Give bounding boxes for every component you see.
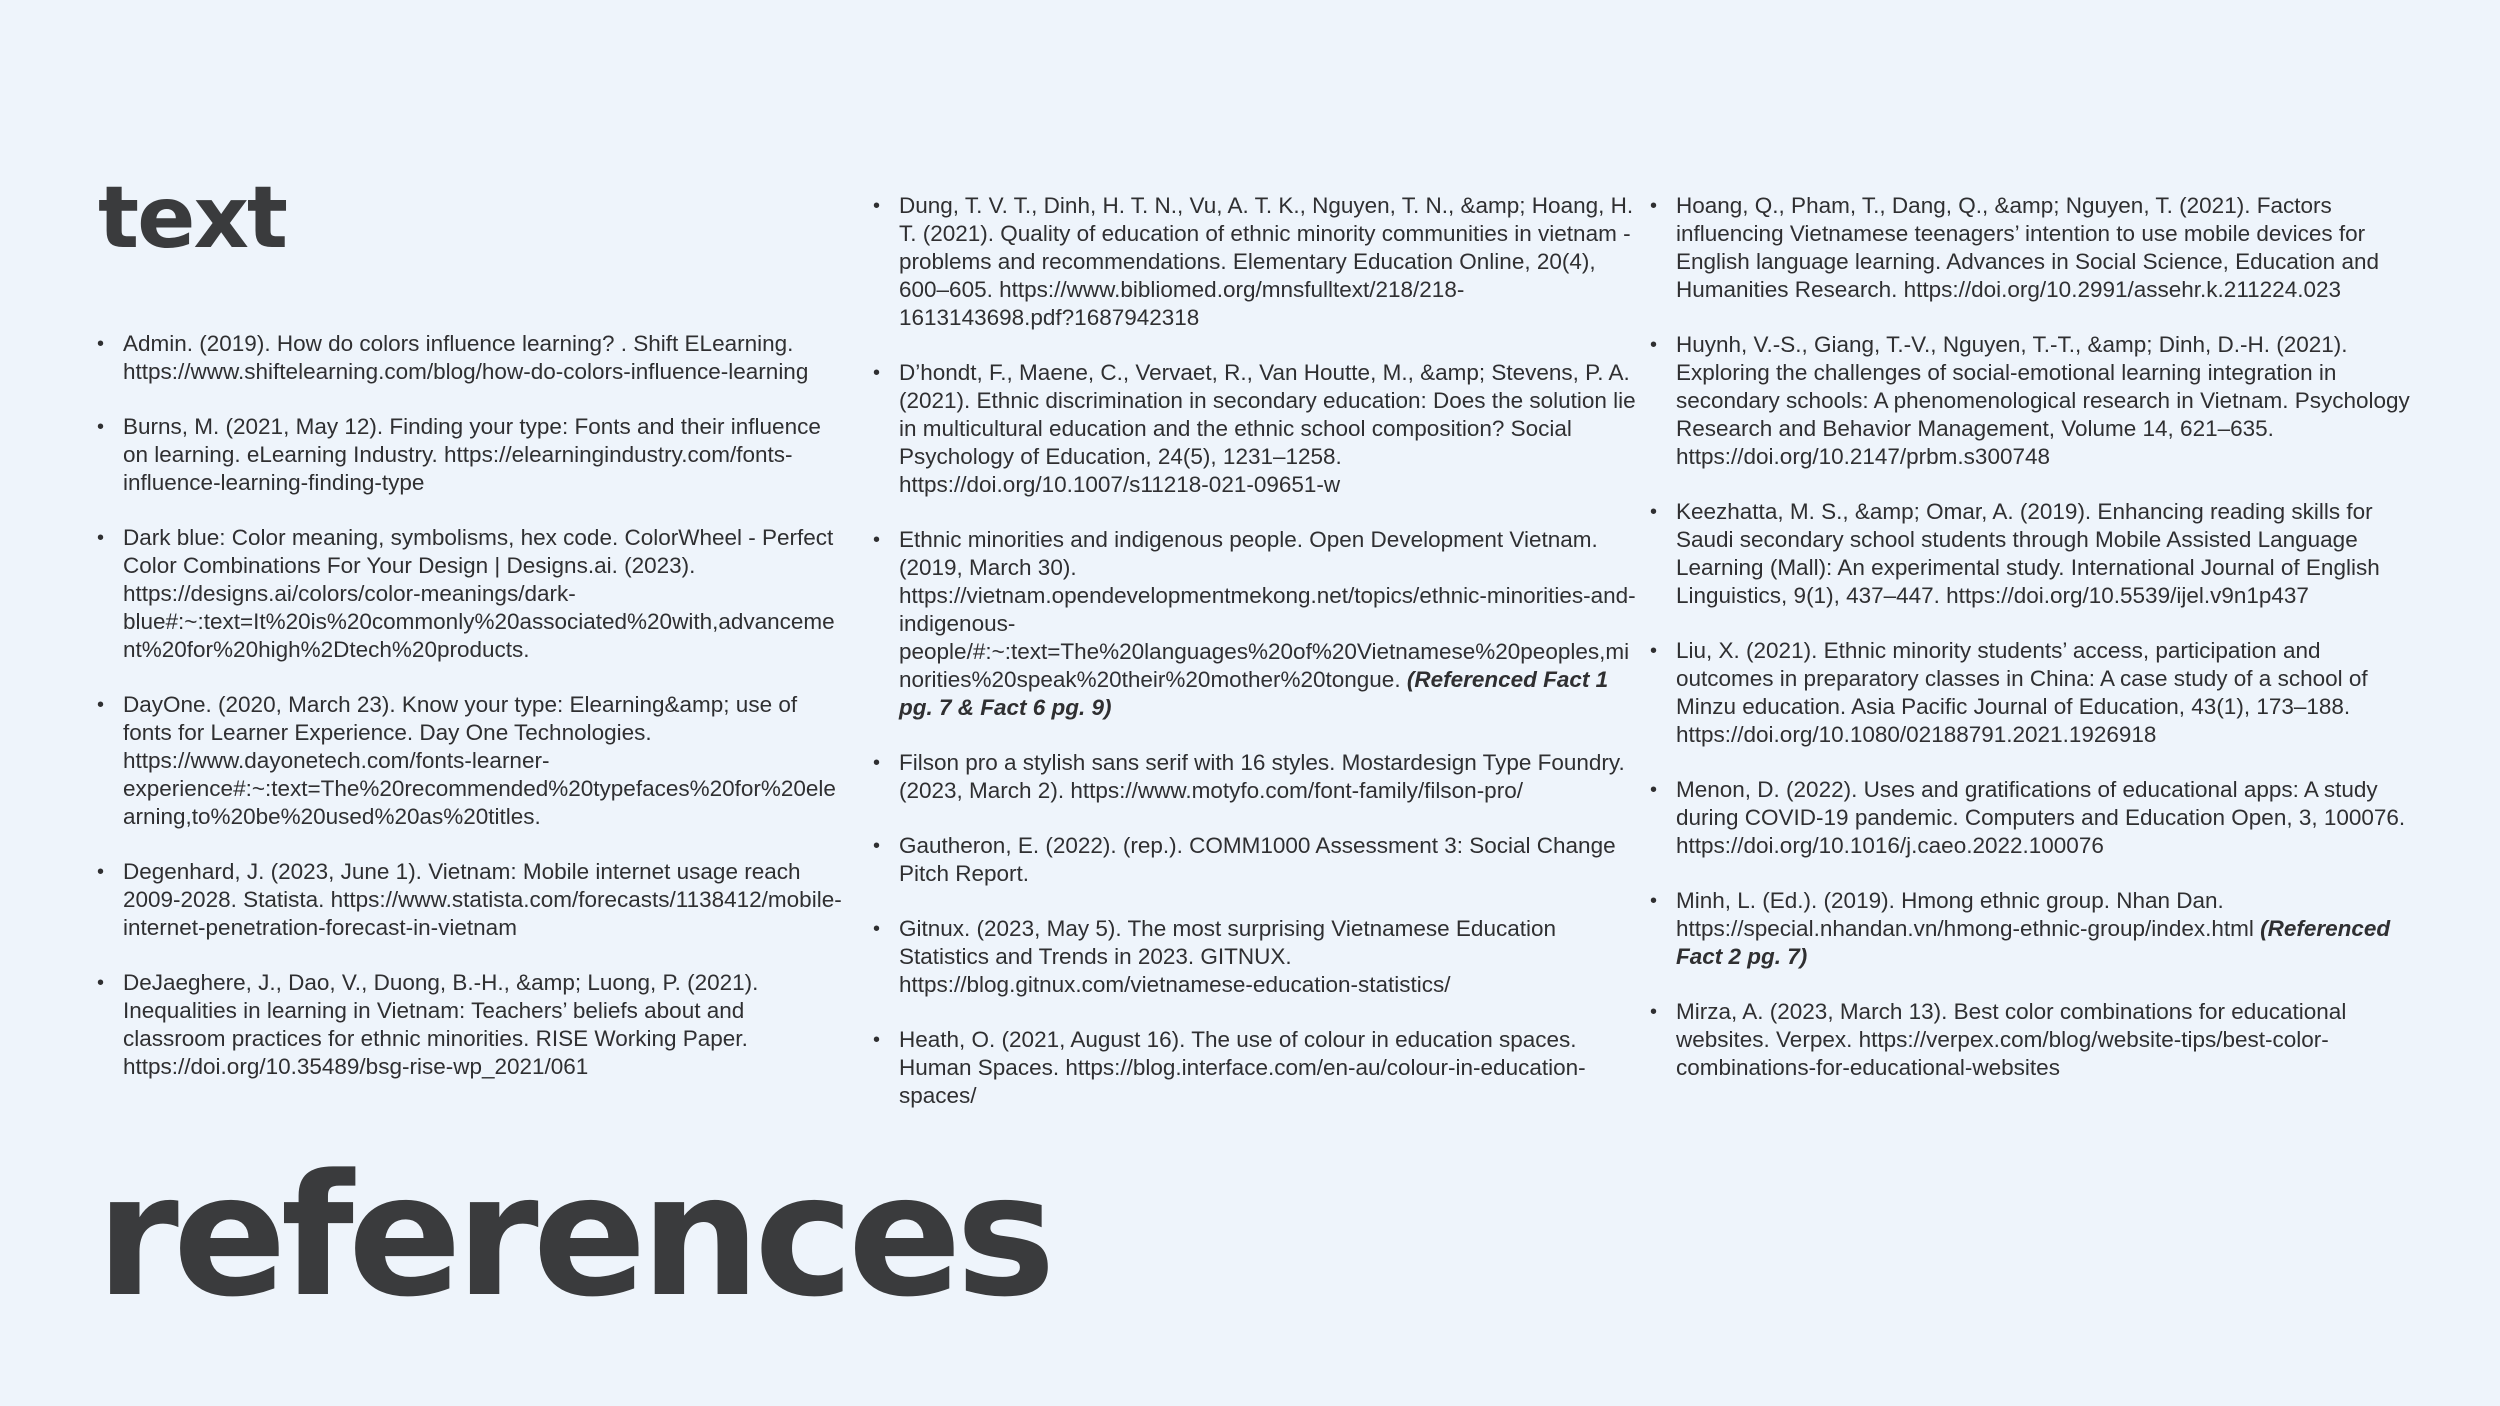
reference-text: D’hondt, F., Maene, C., Vervaet, R., Van Houtte, M., &amp; Stevens, P. A. (2021). Ethnic discrimination in secondary education: Does the solution lie in multicultural education and the ethnic school composition? Social Psychology of Education, 24(5), 1231–1258. https://doi.org/10.1007/s11218-021-09651-w — [899, 360, 1636, 497]
reference-text: Gautheron, E. (2022). (rep.). COMM1000 Assessment 3: Social Change Pitch Report. — [899, 833, 1616, 886]
reference-note: (Referenced Fact 2 pg. 7) — [1676, 916, 2391, 969]
reference-text: Minh, L. (Ed.). (2019). Hmong ethnic group. Nhan Dan. https://special.nhandan.vn/hmong-ethnic-group/index.html — [1676, 888, 2254, 941]
reference-text: Keezhatta, M. S., &amp; Omar, A. (2019). Enhancing reading skills for Saudi secondary school students through Mobile Assisted Language Learning (Mall): An experimental study. International Journal of English Linguistics, 9(1), 437–447. https://doi.org/10.5539/ijel.v9n1p437 — [1676, 499, 2380, 608]
reference-text: DeJaeghere, J., Dao, V., Duong, B.-H., &amp; Luong, P. (2021). Inequalities in learning in Vietnam: Teachers’ beliefs about and classroom practices for ethnic minorities. RISE Working Paper. https://doi.org/10.35489/bsg-rise-wp_2021/061 — [123, 970, 759, 1079]
reference-item — [97, 969, 842, 1081]
reference-text: Mirza, A. (2023, March 13). Best color combinations for educational websites. Verpex. https://verpex.com/blog/website-tips/best-color-combinations-for-educational-websites — [1676, 999, 2347, 1080]
reference-item — [873, 526, 1638, 722]
reference-item — [1650, 331, 2415, 471]
reference-note: (Referenced Fact 1 pg. 7 & Fact 6 pg. 9) — [899, 667, 1609, 720]
reference-item — [873, 1026, 1638, 1110]
reference-item — [97, 691, 842, 831]
reference-item — [873, 749, 1638, 805]
reference-column-1 — [97, 330, 842, 1108]
heading-text: text — [98, 168, 287, 268]
reference-text: Burns, M. (2021, May 12). Finding your type: Fonts and their influence on learning. eLearning Industry. https://elearningindustry.com/fonts-influence-learning-finding-type — [123, 414, 821, 495]
reference-item — [1650, 498, 2415, 610]
reference-text: Liu, X. (2021). Ethnic minority students’ access, participation and outcomes in preparatory classes in China: A case study of a school of Minzu education. Asia Pacific Journal of Education, 43(1), 173–188. https://doi.org/10.1080/02188791.2021.1926918 — [1676, 638, 2368, 747]
reference-text: Menon, D. (2022). Uses and gratifications of educational apps: A study during COVID-19 pandemic. Computers and Education Open, 3, 100076. https://doi.org/10.1016/j.caeo.2022.100076 — [1676, 777, 2406, 858]
reference-column-3 — [1650, 192, 2415, 1109]
reference-text: Ethnic minorities and indigenous people. Open Development Vietnam. (2019, March 30). https://vietnam.opendevelopmentmekong.net/topics/ethnic-minorities-and-indigenous-people/#:~:text=The%20languages%20of%20Vietnamese%20peoples,minorities%20speak%20their%20mother%20tongue. — [899, 527, 1636, 692]
reference-item — [97, 330, 842, 386]
reference-text: Dark blue: Color meaning, symbolisms, hex code. ColorWheel - Perfect Color Combinations For Your Design | Designs.ai. (2023). https://designs.ai/colors/color-meanings/dark-blue#:~:text=It%20is%20commonly%20associated%20with,advancement%20for%20high%2Dtech%20products. — [123, 525, 835, 662]
reference-column-2 — [873, 192, 1638, 1137]
reference-item — [873, 192, 1638, 332]
reference-text: Heath, O. (2021, August 16). The use of colour in education spaces. Human Spaces. https://blog.interface.com/en-au/colour-in-education-spaces/ — [899, 1027, 1586, 1108]
reference-item — [1650, 637, 2415, 749]
reference-item — [97, 524, 842, 664]
reference-text: DayOne. (2020, March 23). Know your type: Elearning&amp; use of fonts for Learner Experience. Day One Technologies. https://www.dayonetech.com/fonts-learner-experience#:~:text=The%20recommended%20typefaces%20for%20elearning,to%20be%20used%20as%20titles. — [123, 692, 836, 829]
reference-item — [873, 359, 1638, 499]
reference-text: Huynh, V.-S., Giang, T.-V., Nguyen, T.-T., &amp; Dinh, D.-H. (2021). Exploring the challenges of social-emotional learning integration in secondary schools: A phenomenological research in Vietnam. Psychology Research and Behavior Management, Volume 14, 621–635. https://doi.org/10.2147/prbm.s300748 — [1676, 332, 2410, 469]
reference-text: Dung, T. V. T., Dinh, H. T. N., Vu, A. T. K., Nguyen, T. N., &amp; Hoang, H. T. (2021). Quality of education of ethnic minority communities in vietnam - problems and recommendations. Elementary Education Online, 20(4), 600–605. https://www.bibliomed.org/mnsfulltext/218/218-1613143698.pdf?1687942318 — [899, 193, 1634, 330]
reference-item — [873, 832, 1638, 888]
reference-item — [1650, 776, 2415, 860]
reference-item — [1650, 887, 2415, 971]
reference-text: Hoang, Q., Pham, T., Dang, Q., &amp; Nguyen, T. (2021). Factors influencing Vietnamese teenagers’ intention to use mobile devices for English language learning. Advances in Social Science, Education and Humanities Research. https://doi.org/10.2991/assehr.k.211224.023 — [1676, 193, 2379, 302]
reference-text: Degenhard, J. (2023, June 1). Vietnam: Mobile internet usage reach 2009-2028. Statista. https://www.statista.com/forecasts/1138412/mobile-internet-penetration-forecast-in-vietnam — [123, 859, 842, 940]
reference-item — [97, 858, 842, 942]
reference-text: Admin. (2019). How do colors influence learning? . Shift ELearning. https://www.shiftelearning.com/blog/how-do-colors-influence-learning — [123, 331, 809, 384]
reference-item — [1650, 998, 2415, 1082]
reference-text: Gitnux. (2023, May 5). The most surprising Vietnamese Education Statistics and Trends in 2023. GITNUX. https://blog.gitnux.com/vietnamese-education-statistics/ — [899, 916, 1556, 997]
reference-item — [873, 915, 1638, 999]
reference-item — [1650, 192, 2415, 304]
reference-text: Filson pro a stylish sans serif with 16 styles. Mostardesign Type Foundry. (2023, March 2). https://www.motyfo.com/font-family/filson-pro/ — [899, 750, 1625, 803]
reference-item — [97, 413, 842, 497]
heading-references: references — [96, 1138, 1050, 1334]
